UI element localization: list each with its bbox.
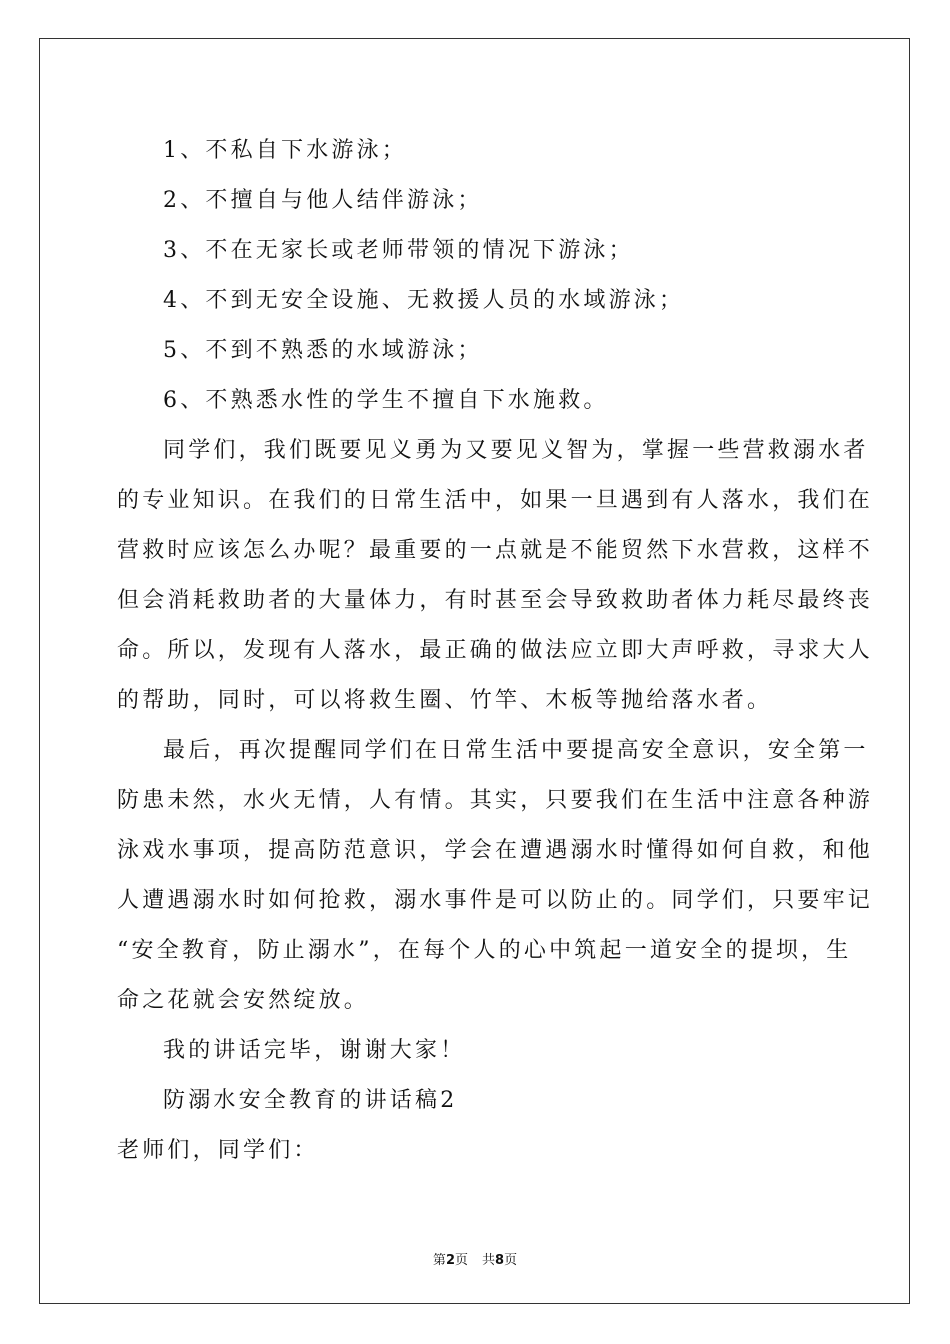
page-number: 2 — [445, 1253, 455, 1268]
list-item: 6、不熟悉水性的学生不擅自下水施救。 — [163, 388, 609, 413]
section-title: 防溺水安全教育的讲话稿2 — [163, 1088, 458, 1113]
total-pages: 8 — [495, 1253, 505, 1268]
paragraph-line: 但会消耗救助者的大量体力，有时甚至会导致救助者体力耗尽最终丧 — [117, 588, 874, 613]
paragraph-line: 的帮助，同时，可以将救生圈、竹竿、木板等抛给落水者。 — [117, 688, 773, 713]
list-item: 5、不到不熟悉的水域游泳； — [163, 338, 483, 363]
paragraph-line: 的专业知识。在我们的日常生活中，如果一旦遇到有人落水，我们在 — [117, 488, 874, 513]
paragraph-line: 命。所以，发现有人落水，最正确的做法应立即大声呼救，寻求大人 — [117, 638, 874, 663]
list-item: 3、不在无家长或老师带领的情况下游泳； — [163, 238, 634, 263]
paragraph-line: 人遭遇溺水时如何抢救，溺水事件是可以防止的。同学们，只要牢记 — [117, 888, 874, 913]
total-suffix: 页 — [504, 1253, 518, 1268]
list-item: 4、不到无安全设施、无救援人员的水域游泳； — [163, 288, 685, 313]
salutation: 老师们，同学们： — [117, 1138, 319, 1163]
page-footer — [0, 1249, 950, 1268]
total-prefix: 共 — [482, 1253, 496, 1268]
paragraph-line: 同学们，我们既要见义勇为又要见义智为，掌握一些营救溺水者 — [163, 438, 869, 463]
paragraph-line: 营救时应该怎么办呢？最重要的一点就是不能贸然下水营救，这样不 — [117, 538, 874, 563]
paragraph-line: “安全教育，防止溺水”，在每个人的心中筑起一道安全的提坝，生 — [117, 938, 852, 963]
page-prefix: 第 — [432, 1253, 446, 1268]
page-suffix: 页 — [454, 1253, 468, 1268]
paragraph-line: 命之花就会安然绽放。 — [117, 988, 370, 1013]
paragraph-line: 防患未然，水火无情，人有情。其实，只要我们在生活中注意各种游 — [117, 788, 874, 813]
list-item: 2、不擅自与他人结伴游泳； — [163, 188, 483, 213]
list-item: 1、不私自下水游泳； — [163, 138, 407, 163]
paragraph-line: 泳戏水事项，提高防范意识，学会在遭遇溺水时懂得如何自救，和他 — [117, 838, 874, 863]
paragraph-line: 最后，再次提醒同学们在日常生活中要提高安全意识，安全第一 — [163, 738, 869, 763]
closing-line: 我的讲话完毕，谢谢大家！ — [163, 1038, 466, 1063]
